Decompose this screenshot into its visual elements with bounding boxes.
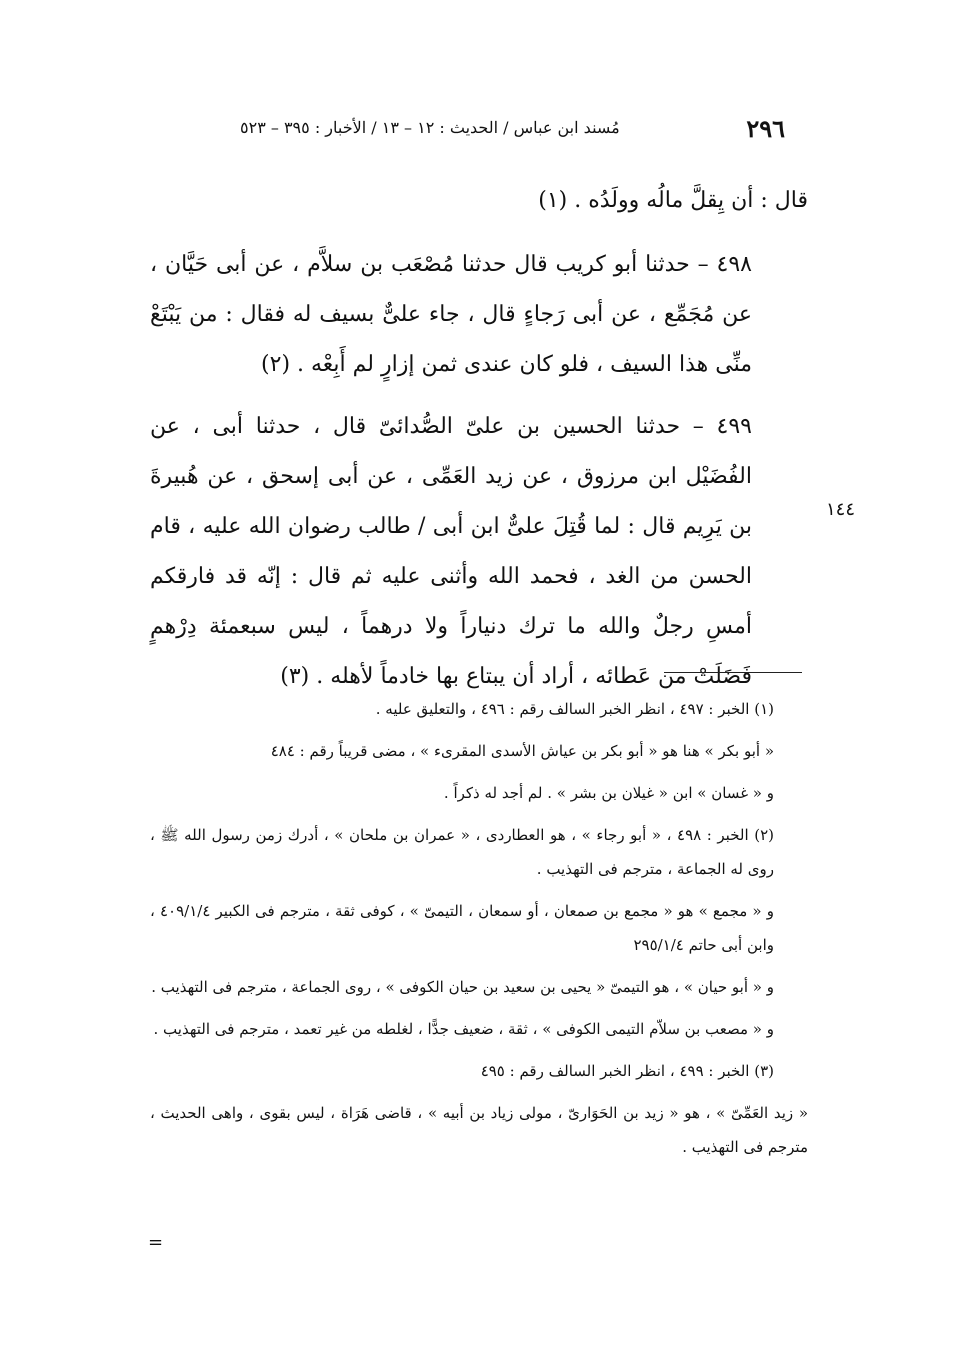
footnote-3: (٣) الخبر : ٤٩٩ ، انظر الخبر السالف رقم : ٤٩٥ bbox=[480, 1062, 774, 1080]
continuation-mark: = bbox=[148, 1232, 164, 1253]
running-head: مُسند ابن عباس / الحديث : ١٢ – ١٣ / الأخبار : ٣٩٥ – ٥٢٣ bbox=[240, 118, 620, 137]
margin-page-reference: ١٤٤ bbox=[826, 499, 856, 520]
footnotes bbox=[150, 692, 808, 1172]
footnote-1-note-c: و « غسان » ابن « غيلان بن بشر » . لم أجد له ذكراً . bbox=[443, 784, 774, 802]
continuation-line: قال : أن يِقلَّ مالُه وولَدُه . (١) bbox=[538, 188, 808, 213]
footnote-2-note-d: و « مصعب بن سلاّم التيمى الكوفى » ، ثقة ، ضعيف جدًّا ، لغلطه من غير تعمد ، مترجم فى التهذيب . bbox=[153, 1020, 774, 1038]
footnote-2-note-b: و « مجمع » هو « مجمع بن صمعان ، أو سمعان ، التيمىّ » ، كوفى ثقة ، مترجم فى الكبير ٤٠٩/١/٤ ، وابن أبى حاتم ٢٩٥/١/٤ bbox=[150, 902, 774, 954]
page-number: ٢٩٦ bbox=[746, 114, 785, 143]
footnote-3-note-b: « زيد العَمِّىّ » ، هو « زيد بن الحَوَارىّ ، مولى زياد بن أبيه » ، قاضى هَرَاة ، ليس بقوى ، واهى الحديث ، مترجم فى التهذيب . bbox=[150, 1104, 808, 1156]
footnote-divider bbox=[664, 672, 802, 673]
footnote-2-note-c: و « أبو حيان » ، هو التيمىّ « يحيى بن سعيد بن حيان الكوفى » ، روى الجماعة ، مترجم فى التهذيب . bbox=[151, 978, 774, 996]
footnote-1: (١) الخبر : ٤٩٧ ، انظر الخبر السالف رقم : ٤٩٦ ، والتعليق عليه . bbox=[375, 700, 774, 718]
page-header bbox=[240, 112, 785, 146]
footnote-2: (٢) الخبر : ٤٩٨ ، « أبو رجاء » ، هو العطاردى ، « عمران بن ملحان » ، أدرك زمن رسول الله ﷺ ، روى له الجماعة ، مترجم فى التهذيب . bbox=[150, 826, 774, 878]
footnote-1-note-b: « أبو بكر » هنا هو « أبو بكر بن عياش الأسدى المقرىء » ، مضى قريباً رقم : ٤٨٤ bbox=[270, 742, 774, 760]
hadith-499: ٤٩٩ – حدثنا الحسين بن علىّ الصُّدائىّ قال ، حدثنا أبى ، عن الفُضَيْل ابن مرزوق ، عن زيد العَمِّى ، عن أبى إسحق ، عن هُبيرةَ بن يَرِيم قال : لما قُتِلَ علىٌّ ابن أبى / طالب رضوان الله عليه ، قام الحسن من الغد ، فحمد الله وأثنى عليه ثم قال : إنّه قد فارقكم أمسِ رجلٌ والله ما ترك دنياراً ولا درهماً ، ليس سبعمئة دِرْهمٍ فَضَلَتْ من عَطائه ، أراد أن يبتاع بها خادماً لأهله . (٣) bbox=[150, 414, 752, 689]
hadith-498: ٤٩٨ – حدثنا أبو كريب قال حدثنا مُصْعَب بن سلاَّم ، عن أبى حَيَّان ، عن مُجَمِّع ، عن أبى رَجاءٍ قال ، جاء علىٌّ بسيف له فقال : من يَبْتَعْ منِّى هذا السيف ، فلو كان عندى ثمن إزارٍ لم أَبِعْه . (٢) bbox=[150, 252, 752, 377]
main-text bbox=[150, 176, 808, 714]
